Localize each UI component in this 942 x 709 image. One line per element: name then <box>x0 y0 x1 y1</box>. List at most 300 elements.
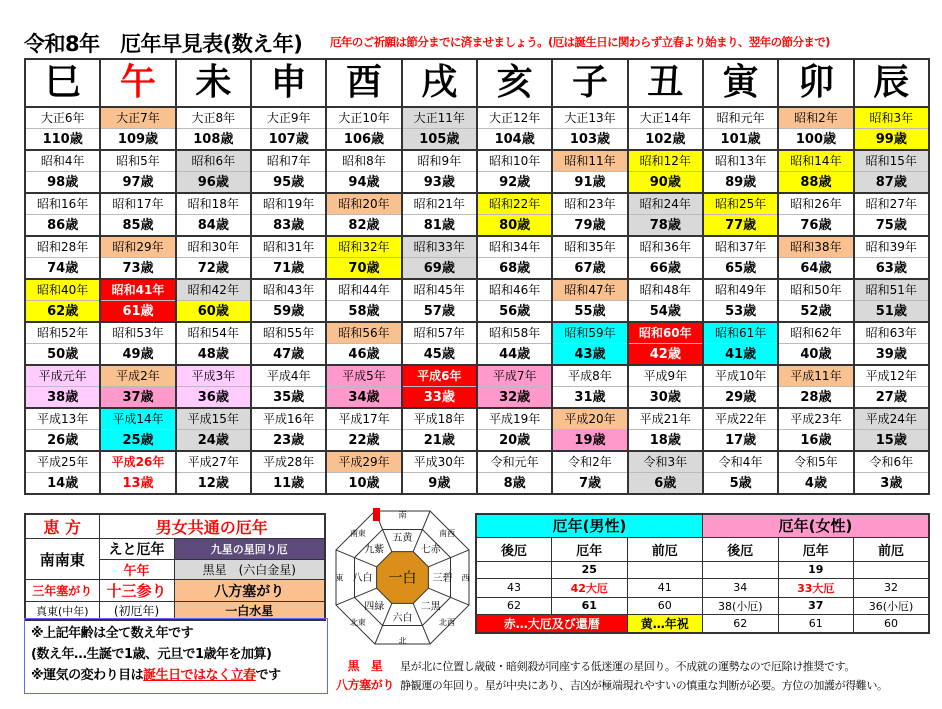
year-cell: 平成3年 <box>176 365 251 387</box>
year-cell: 昭和13年 <box>703 150 778 172</box>
note-line <box>31 665 321 686</box>
year-cell: 昭和46年 <box>477 279 552 301</box>
note-highlight: 誕生日ではなく立春 <box>143 668 256 683</box>
year-cell: 昭和23年 <box>552 193 627 215</box>
year-cell: 大正13年 <box>552 107 627 129</box>
year-cell: 昭和43年 <box>251 279 326 301</box>
year-cell: 昭和45年 <box>402 279 477 301</box>
age-cell: 19歳 <box>552 430 627 452</box>
year-cell: 昭和3年 <box>854 107 929 129</box>
yakudoshi-age <box>476 561 552 578</box>
year-cell: 昭和9年 <box>402 150 477 172</box>
yakudoshi-age: 62 <box>476 597 552 614</box>
year-cell: 昭和33年 <box>402 236 477 258</box>
year-cell: 昭和50年 <box>778 279 853 301</box>
age-cell: 5歳 <box>703 473 778 495</box>
year-cell: 平成28年 <box>251 451 326 473</box>
year-cell: 平成12年 <box>854 365 929 387</box>
age-cell: 100歳 <box>778 129 853 151</box>
year-cell: 昭和14年 <box>778 150 853 172</box>
ehou-value: 南南東 <box>25 539 99 580</box>
age-cell: 43歳 <box>552 344 627 366</box>
year-cell: 昭和42年 <box>176 279 251 301</box>
age-cell: 14歳 <box>25 473 100 495</box>
year-cell: 平成10年 <box>703 365 778 387</box>
yakudoshi-age: 41 <box>627 578 703 597</box>
age-cell: 67歳 <box>552 258 627 280</box>
common-title: 男女共通の厄年 <box>99 514 325 539</box>
age-cell: 87歳 <box>854 172 929 194</box>
zodiac-header: 巳 <box>25 59 100 107</box>
age-cell: 71歳 <box>251 258 326 280</box>
age-cell: 53歳 <box>703 301 778 323</box>
year-cell: 平成2年 <box>100 365 175 387</box>
year-cell: 昭和26年 <box>778 193 853 215</box>
legend-text: 星が北に位置し歳破・暗剣殺が同座する低迷運の星回り。不成就の運勢なので厄除け推奨です。 <box>400 660 855 673</box>
direction-label: 北 <box>398 636 407 646</box>
age-cell: 6歳 <box>628 473 703 495</box>
eto-label: えと厄年 <box>99 539 174 560</box>
year-cell: 平成15年 <box>176 408 251 430</box>
year-cell: 大正7年 <box>100 107 175 129</box>
legend-text: 静観運の年回り。星が中央にあり、吉凶が極端現れやすいの慎重な判断が必要。方位の加護が得難い。 <box>400 679 888 692</box>
zodiac-header: 辰 <box>854 59 929 107</box>
year-cell: 大正12年 <box>477 107 552 129</box>
year-cell: 昭和6年 <box>176 150 251 172</box>
legend-happo <box>330 676 888 693</box>
age-cell: 29歳 <box>703 387 778 409</box>
year-cell: 令和2年 <box>552 451 627 473</box>
age-cell: 79歳 <box>552 215 627 237</box>
age-cell: 80歳 <box>477 215 552 237</box>
yakudoshi-age: 19 <box>778 561 854 578</box>
year-cell: 昭和21年 <box>402 193 477 215</box>
age-cell: 105歳 <box>402 129 477 151</box>
year-cell: 昭和54年 <box>176 322 251 344</box>
year-cell: 昭和22年 <box>477 193 552 215</box>
year-cell: 昭和27年 <box>854 193 929 215</box>
zodiac-header: 午 <box>100 59 175 107</box>
age-cell: 9歳 <box>402 473 477 495</box>
star-label: 二黒 <box>420 601 441 613</box>
year-cell: 昭和20年 <box>326 193 401 215</box>
yakudoshi-age: 34 <box>703 578 779 597</box>
age-cell: 28歳 <box>778 387 853 409</box>
direction-label: 東 <box>335 573 344 583</box>
age-cell: 8歳 <box>477 473 552 495</box>
star-label: 三碧 <box>432 573 453 584</box>
year-cell: 昭和38年 <box>778 236 853 258</box>
year-cell: 昭和4年 <box>25 150 100 172</box>
year-cell: 大正8年 <box>176 107 251 129</box>
year-cell: 平成5年 <box>326 365 401 387</box>
happo-label: 八方塞がり <box>174 580 325 602</box>
year-cell: 昭和29年 <box>100 236 175 258</box>
year-cell: 平成14年 <box>100 408 175 430</box>
kyusei-compass <box>330 505 475 650</box>
year-cell: 平成23年 <box>778 408 853 430</box>
year-cell: 平成25年 <box>25 451 100 473</box>
age-cell: 40歳 <box>778 344 853 366</box>
subtitle: 厄年のご祈願は節分までに済ませましょう。(厄は誕生日に関わらず立春より始まり、翌年の節分まで) <box>330 35 830 49</box>
age-cell: 62歳 <box>25 301 100 323</box>
star-label: 九紫 <box>364 544 385 556</box>
year-cell: 昭和58年 <box>477 322 552 344</box>
year-cell: 昭和28年 <box>25 236 100 258</box>
jusan-value: (初厄年) <box>99 602 174 621</box>
year-cell: 平成13年 <box>25 408 100 430</box>
col-header: 前厄 <box>854 537 930 561</box>
age-cell: 4歳 <box>778 473 853 495</box>
year-cell: 昭和25年 <box>703 193 778 215</box>
zodiac-header: 寅 <box>703 59 778 107</box>
age-cell: 25歳 <box>100 430 175 452</box>
year-cell: 平成27年 <box>176 451 251 473</box>
year-cell: 昭和60年 <box>628 322 703 344</box>
zodiac-header: 戌 <box>402 59 477 107</box>
year-cell: 平成22年 <box>703 408 778 430</box>
direction-label: 南 <box>398 510 407 520</box>
age-cell: 54歳 <box>628 301 703 323</box>
age-cell: 65歳 <box>703 258 778 280</box>
age-cell: 51歳 <box>854 301 929 323</box>
year-cell: 令和3年 <box>628 451 703 473</box>
age-cell: 55歳 <box>552 301 627 323</box>
age-cell: 44歳 <box>477 344 552 366</box>
yakudoshi-age: 25 <box>552 561 628 578</box>
age-cell: 78歳 <box>628 215 703 237</box>
zodiac-header: 丑 <box>628 59 703 107</box>
age-cell: 36歳 <box>176 387 251 409</box>
age-cell: 76歳 <box>778 215 853 237</box>
age-cell: 27歳 <box>854 387 929 409</box>
age-cell: 82歳 <box>326 215 401 237</box>
direction-label: 南西 <box>439 528 456 538</box>
year-cell: 昭和11年 <box>552 150 627 172</box>
year-cell: 令和6年 <box>854 451 929 473</box>
ehou-marker-icon <box>373 508 380 521</box>
age-cell: 68歳 <box>477 258 552 280</box>
year-cell: 昭和16年 <box>25 193 100 215</box>
kyusei-value: 黒星 (六白金星) <box>174 560 325 580</box>
age-cell: 73歳 <box>100 258 175 280</box>
star-label: 六白 <box>392 613 413 624</box>
year-cell: 平成11年 <box>778 365 853 387</box>
age-cell: 93歳 <box>402 172 477 194</box>
col-header: 厄年 <box>778 537 854 561</box>
age-cell: 38歳 <box>25 387 100 409</box>
year-cell: 平成20年 <box>552 408 627 430</box>
male-title: 厄年(男性) <box>476 514 703 537</box>
year-cell: 昭和37年 <box>703 236 778 258</box>
female-cell: 61 <box>778 614 854 633</box>
star-label: 五黄 <box>392 533 413 544</box>
year-cell: 昭和元年 <box>703 107 778 129</box>
age-cell: 104歳 <box>477 129 552 151</box>
zodiac-header: 卯 <box>778 59 853 107</box>
age-cell: 15歳 <box>854 430 929 452</box>
legend-red: 赤…大厄及び還暦 <box>476 614 627 633</box>
yakudoshi-age: 38(小厄) <box>703 597 779 614</box>
age-cell: 98歳 <box>25 172 100 194</box>
age-cell: 88歳 <box>778 172 853 194</box>
age-cell: 106歳 <box>326 129 401 151</box>
age-cell: 108歳 <box>176 129 251 151</box>
age-cell: 66歳 <box>628 258 703 280</box>
age-cell: 16歳 <box>778 430 853 452</box>
year-cell: 昭和41年 <box>100 279 175 301</box>
age-cell: 35歳 <box>251 387 326 409</box>
zodiac-header: 子 <box>552 59 627 107</box>
year-cell: 昭和52年 <box>25 322 100 344</box>
year-cell: 昭和40年 <box>25 279 100 301</box>
year-cell: 昭和32年 <box>326 236 401 258</box>
yakudoshi-age: 32 <box>854 578 930 597</box>
age-cell: 22歳 <box>326 430 401 452</box>
page-title: 令和8年 厄年早見表(数え年) <box>24 32 303 56</box>
female-title: 厄年(女性) <box>703 514 930 537</box>
age-cell: 32歳 <box>477 387 552 409</box>
year-cell: 昭和49年 <box>703 279 778 301</box>
eto-value: 午年 <box>99 560 174 580</box>
age-cell: 95歳 <box>251 172 326 194</box>
year-cell: 昭和30年 <box>176 236 251 258</box>
common-yakudoshi-table <box>24 513 326 621</box>
age-cell: 57歳 <box>402 301 477 323</box>
age-cell: 30歳 <box>628 387 703 409</box>
center-star: 一白 <box>388 570 417 587</box>
age-cell: 61歳 <box>100 301 175 323</box>
kyusei-label: 九星の星回り厄 <box>174 539 325 560</box>
age-cell: 56歳 <box>477 301 552 323</box>
yakudoshi-age: 43 <box>476 578 552 597</box>
age-cell: 20歳 <box>477 430 552 452</box>
age-cell: 41歳 <box>703 344 778 366</box>
direction-label: 南東 <box>349 528 366 538</box>
year-cell: 昭和34年 <box>477 236 552 258</box>
age-cell: 49歳 <box>100 344 175 366</box>
age-cell: 63歳 <box>854 258 929 280</box>
age-cell: 102歳 <box>628 129 703 151</box>
year-cell: 昭和15年 <box>854 150 929 172</box>
age-cell: 10歳 <box>326 473 401 495</box>
age-cell: 45歳 <box>402 344 477 366</box>
note-text: ※運気の変わり目は <box>31 668 144 683</box>
legend-kokusei <box>330 657 855 674</box>
age-cell: 99歳 <box>854 129 929 151</box>
col-header: 後厄 <box>703 537 779 561</box>
yakudoshi-age: 37 <box>778 597 854 614</box>
age-cell: 77歳 <box>703 215 778 237</box>
yakudoshi-age: 36(小厄) <box>854 597 930 614</box>
legend-key: 八方塞がり <box>335 678 394 692</box>
female-cell: 62 <box>703 614 779 633</box>
year-cell: 昭和31年 <box>251 236 326 258</box>
yakudoshi-grid <box>24 58 930 495</box>
year-cell: 昭和12年 <box>628 150 703 172</box>
year-cell: 平成29年 <box>326 451 401 473</box>
year-cell: 令和5年 <box>778 451 853 473</box>
age-cell: 48歳 <box>176 344 251 366</box>
year-cell: 昭和59年 <box>552 322 627 344</box>
yakudoshi-age: 42大厄 <box>552 578 628 597</box>
year-cell: 平成7年 <box>477 365 552 387</box>
year-cell: 大正6年 <box>25 107 100 129</box>
year-cell: 昭和51年 <box>854 279 929 301</box>
year-cell: 昭和55年 <box>251 322 326 344</box>
star-label: 八白 <box>352 573 373 584</box>
zodiac-header: 未 <box>176 59 251 107</box>
age-cell: 39歳 <box>854 344 929 366</box>
col-header: 後厄 <box>476 537 552 561</box>
year-cell: 平成26年 <box>100 451 175 473</box>
age-cell: 59歳 <box>251 301 326 323</box>
age-cell: 69歳 <box>402 258 477 280</box>
star-label: 七赤 <box>420 544 441 556</box>
year-cell: 昭和2年 <box>778 107 853 129</box>
year-cell: 昭和62年 <box>778 322 853 344</box>
year-cell: 平成18年 <box>402 408 477 430</box>
age-cell: 7歳 <box>552 473 627 495</box>
year-cell: 大正14年 <box>628 107 703 129</box>
year-cell: 平成6年 <box>402 365 477 387</box>
gender-yakudoshi-table <box>475 513 930 634</box>
yakudoshi-age: 61 <box>552 597 628 614</box>
age-cell: 109歳 <box>100 129 175 151</box>
ehou-label: 恵 方 <box>25 514 99 539</box>
age-cell: 64歳 <box>778 258 853 280</box>
star-label: 四緑 <box>364 601 385 613</box>
age-cell: 91歳 <box>552 172 627 194</box>
female-cell: 60 <box>854 614 930 633</box>
age-cell: 24歳 <box>176 430 251 452</box>
age-cell: 52歳 <box>778 301 853 323</box>
year-cell: 平成8年 <box>552 365 627 387</box>
age-cell: 90歳 <box>628 172 703 194</box>
age-cell: 103歳 <box>552 129 627 151</box>
year-cell: 昭和48年 <box>628 279 703 301</box>
year-cell: 大正9年 <box>251 107 326 129</box>
year-cell: 令和元年 <box>477 451 552 473</box>
year-cell: 昭和10年 <box>477 150 552 172</box>
year-cell: 昭和44年 <box>326 279 401 301</box>
legend-yellow: 黄…年祝 <box>627 614 703 633</box>
year-cell: 昭和7年 <box>251 150 326 172</box>
age-cell: 17歳 <box>703 430 778 452</box>
age-cell: 34歳 <box>326 387 401 409</box>
zodiac-header: 亥 <box>477 59 552 107</box>
age-cell: 33歳 <box>402 387 477 409</box>
yakudoshi-age: 33大厄 <box>778 578 854 597</box>
age-cell: 23歳 <box>251 430 326 452</box>
year-cell: 令和4年 <box>703 451 778 473</box>
age-cell: 31歳 <box>552 387 627 409</box>
year-cell: 大正10年 <box>326 107 401 129</box>
age-cell: 13歳 <box>100 473 175 495</box>
year-cell: 昭和56年 <box>326 322 401 344</box>
age-cell: 75歳 <box>854 215 929 237</box>
age-cell: 74歳 <box>25 258 100 280</box>
year-cell: 平成24年 <box>854 408 929 430</box>
year-cell: 平成4年 <box>251 365 326 387</box>
age-cell: 50歳 <box>25 344 100 366</box>
legend-key: 黒 星 <box>347 659 383 673</box>
sannen-label: 三年塞がり <box>25 580 99 602</box>
year-cell: 平成19年 <box>477 408 552 430</box>
age-cell: 42歳 <box>628 344 703 366</box>
age-cell: 89歳 <box>703 172 778 194</box>
age-cell: 101歳 <box>703 129 778 151</box>
note-line: ※上記年齢は全て数え年です <box>31 626 194 641</box>
age-cell: 92歳 <box>477 172 552 194</box>
yakudoshi-age: 60 <box>627 597 703 614</box>
jusan-label: 十三参り <box>99 580 174 602</box>
age-cell: 46歳 <box>326 344 401 366</box>
year-cell: 平成17年 <box>326 408 401 430</box>
age-cell: 86歳 <box>25 215 100 237</box>
year-cell: 昭和5年 <box>100 150 175 172</box>
year-cell: 昭和63年 <box>854 322 929 344</box>
age-cell: 37歳 <box>100 387 175 409</box>
year-cell: 昭和18年 <box>176 193 251 215</box>
col-header: 前厄 <box>627 537 703 561</box>
yakudoshi-age <box>854 561 930 578</box>
age-cell: 72歳 <box>176 258 251 280</box>
year-cell: 平成30年 <box>402 451 477 473</box>
age-cell: 81歳 <box>402 215 477 237</box>
zodiac-header: 酉 <box>326 59 401 107</box>
year-cell: 昭和36年 <box>628 236 703 258</box>
year-cell: 昭和53年 <box>100 322 175 344</box>
year-cell: 平成元年 <box>25 365 100 387</box>
year-cell: 昭和57年 <box>402 322 477 344</box>
year-cell: 昭和24年 <box>628 193 703 215</box>
yakudoshi-age <box>703 561 779 578</box>
year-cell: 昭和17年 <box>100 193 175 215</box>
age-cell: 96歳 <box>176 172 251 194</box>
note-line: (数え年…生誕で1歳、元旦で1歳年を加算) <box>31 647 272 662</box>
age-cell: 97歳 <box>100 172 175 194</box>
age-cell: 21歳 <box>402 430 477 452</box>
year-cell: 昭和19年 <box>251 193 326 215</box>
year-cell: 昭和47年 <box>552 279 627 301</box>
age-cell: 110歳 <box>25 129 100 151</box>
zodiac-header: 申 <box>251 59 326 107</box>
age-cell: 84歳 <box>176 215 251 237</box>
age-cell: 11歳 <box>251 473 326 495</box>
year-cell: 平成16年 <box>251 408 326 430</box>
age-cell: 26歳 <box>25 430 100 452</box>
col-header: 厄年 <box>552 537 628 561</box>
year-cell: 平成9年 <box>628 365 703 387</box>
age-cell: 3歳 <box>854 473 929 495</box>
age-cell: 12歳 <box>176 473 251 495</box>
age-cell: 107歳 <box>251 129 326 151</box>
direction-label: 北東 <box>349 617 366 627</box>
age-cell: 18歳 <box>628 430 703 452</box>
age-cell: 70歳 <box>326 258 401 280</box>
direction-label: 北西 <box>439 617 456 627</box>
year-cell: 昭和61年 <box>703 322 778 344</box>
direction-label: 西 <box>461 573 470 583</box>
age-cell: 85歳 <box>100 215 175 237</box>
happo-value: 一白水星 <box>174 602 325 621</box>
year-cell: 大正11年 <box>402 107 477 129</box>
yakudoshi-age <box>627 561 703 578</box>
age-cell: 60歳 <box>176 301 251 323</box>
age-cell: 94歳 <box>326 172 401 194</box>
age-cell: 47歳 <box>251 344 326 366</box>
